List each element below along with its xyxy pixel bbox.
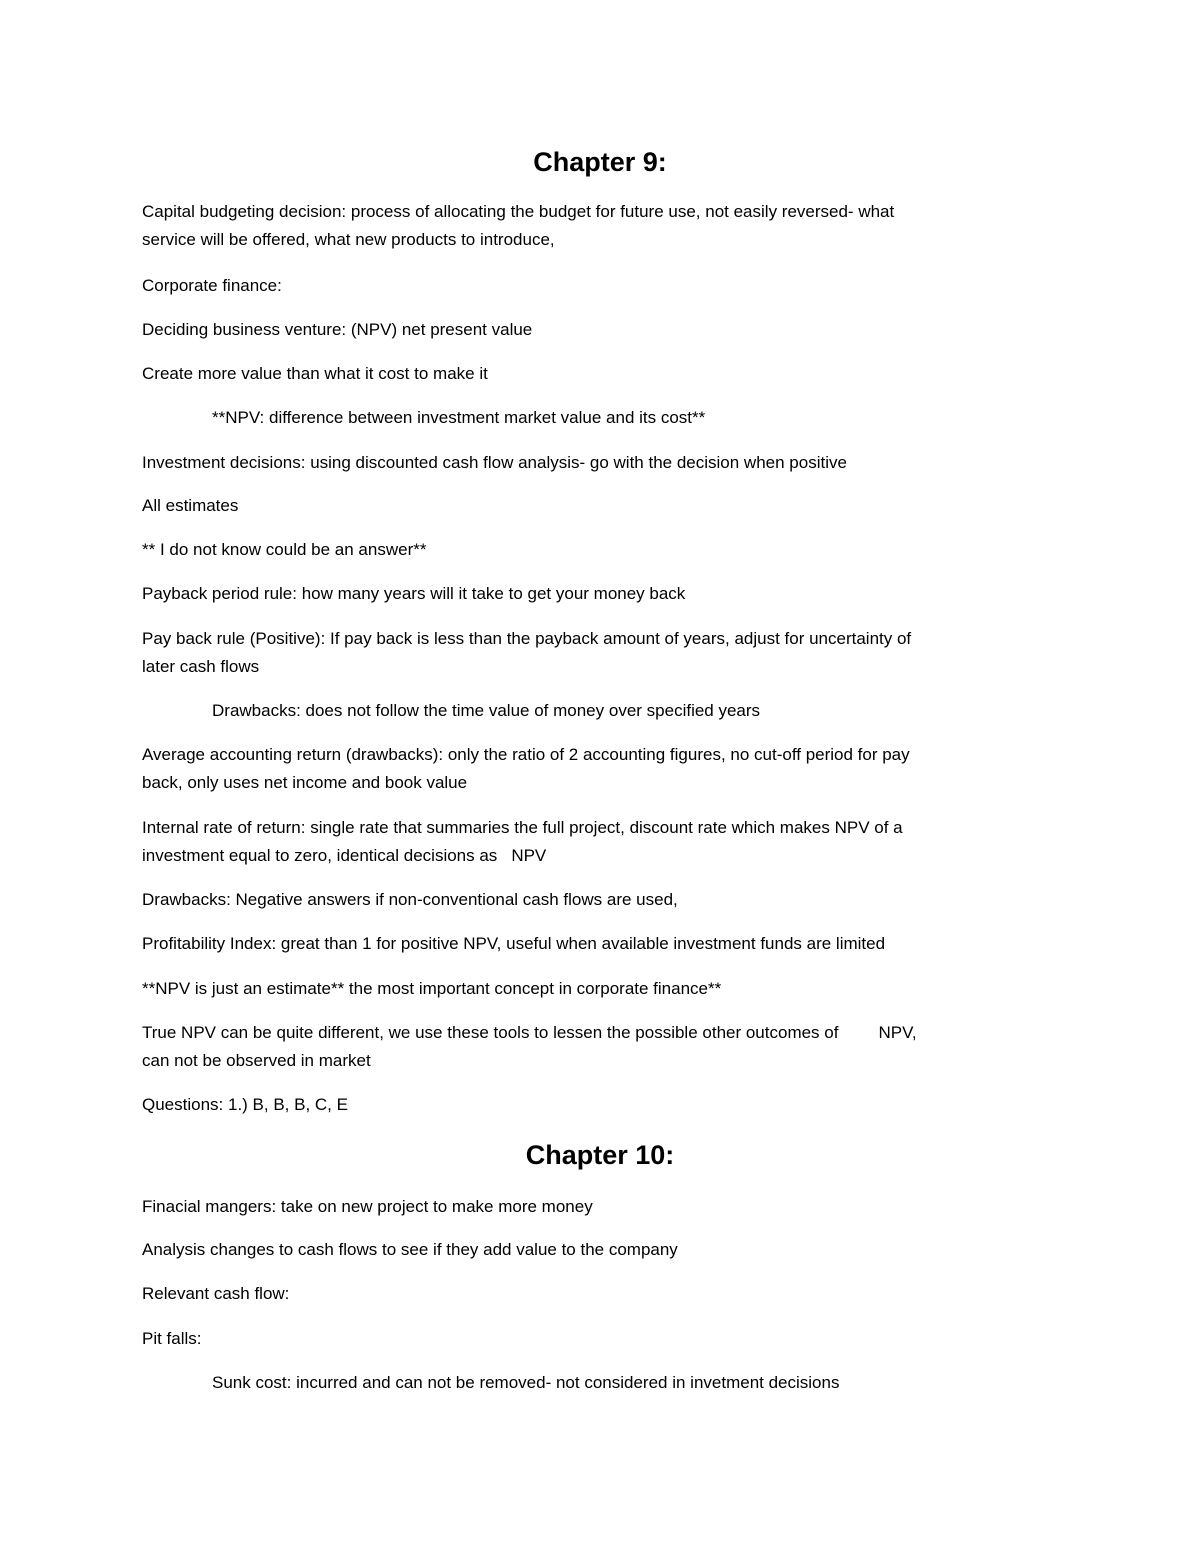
paragraph-corporate-finance: Corporate finance: [142,276,282,295]
paragraph-deciding-venture: Deciding business venture: (NPV) net present value [142,320,533,339]
chapter-9-heading: Chapter 9: [533,147,667,177]
paragraph-line: Internal rate of return: single rate that summaries the full project, discount rate which makes NPV of a [142,818,903,837]
paragraph-average-accounting-return [142,741,1042,797]
paragraph-create-value: Create more value than what it cost to make it [142,364,488,383]
paragraph-line [142,1019,1042,1047]
paragraph-payback-drawbacks: Drawbacks: does not follow the time value of money over specified years [212,701,761,720]
paragraph-npv-definition: **NPV: difference between investment market value and its cost** [212,408,706,427]
line-text: NPV [511,846,547,865]
paragraph-investment-decisions: Investment decisions: using discounted cash flow analysis- go with the decision when positive [142,453,847,472]
paragraph-financial-managers: Finacial mangers: take on new project to make more money [142,1197,593,1216]
paragraph-capital-budgeting [142,198,1042,254]
line-text: True NPV can be quite different, we use these tools to lessen the possible other outcomes of [142,1023,839,1042]
paragraph-line: Capital budgeting decision: process of allocating the budget for future use, not easily reversed- what [142,202,895,221]
paragraph-line: can not be observed in market [142,1051,371,1070]
paragraph-line: Pay back rule (Positive): If pay back is less than the payback amount of years, adjust for uncertainty of [142,629,912,648]
paragraph-pit-falls: Pit falls: [142,1329,202,1348]
paragraph-do-not-know: ** I do not know could be an answer** [142,540,427,559]
paragraph-irr-drawbacks: Drawbacks: Negative answers if non-conventional cash flows are used, [142,890,678,909]
paragraph-relevant-cash-flow: Relevant cash flow: [142,1284,290,1303]
paragraph-line: service will be offered, what new products to introduce, [142,230,555,249]
line-text: investment equal to zero, identical decisions as [142,846,498,865]
paragraph-payback-period: Payback period rule: how many years will it take to get your money back [142,584,686,603]
paragraph-all-estimates: All estimates [142,496,239,515]
paragraph-payback-rule [142,625,1042,681]
paragraph-questions: Questions: 1.) B, B, B, C, E [142,1095,348,1114]
line-text: NPV, [878,1023,917,1042]
paragraph-internal-rate-of-return [142,814,1042,870]
paragraph-true-npv [142,1019,1042,1075]
paragraph-sunk-cost: Sunk cost: incurred and can not be removed- not considered in invetment decisions [212,1373,840,1392]
paragraph-profitability-index: Profitability Index: great than 1 for positive NPV, useful when available investment funds are limited [142,934,886,953]
paragraph-line [142,842,1042,870]
paragraph-analysis-changes: Analysis changes to cash flows to see if they add value to the company [142,1240,678,1259]
paragraph-line: back, only uses net income and book value [142,773,468,792]
paragraph-npv-estimate: **NPV is just an estimate** the most important concept in corporate finance** [142,979,722,998]
chapter-10-heading: Chapter 10: [525,1140,675,1170]
paragraph-line: Average accounting return (drawbacks): only the ratio of 2 accounting figures, no cut-off period for pay [142,745,910,764]
paragraph-line: later cash flows [142,657,260,676]
